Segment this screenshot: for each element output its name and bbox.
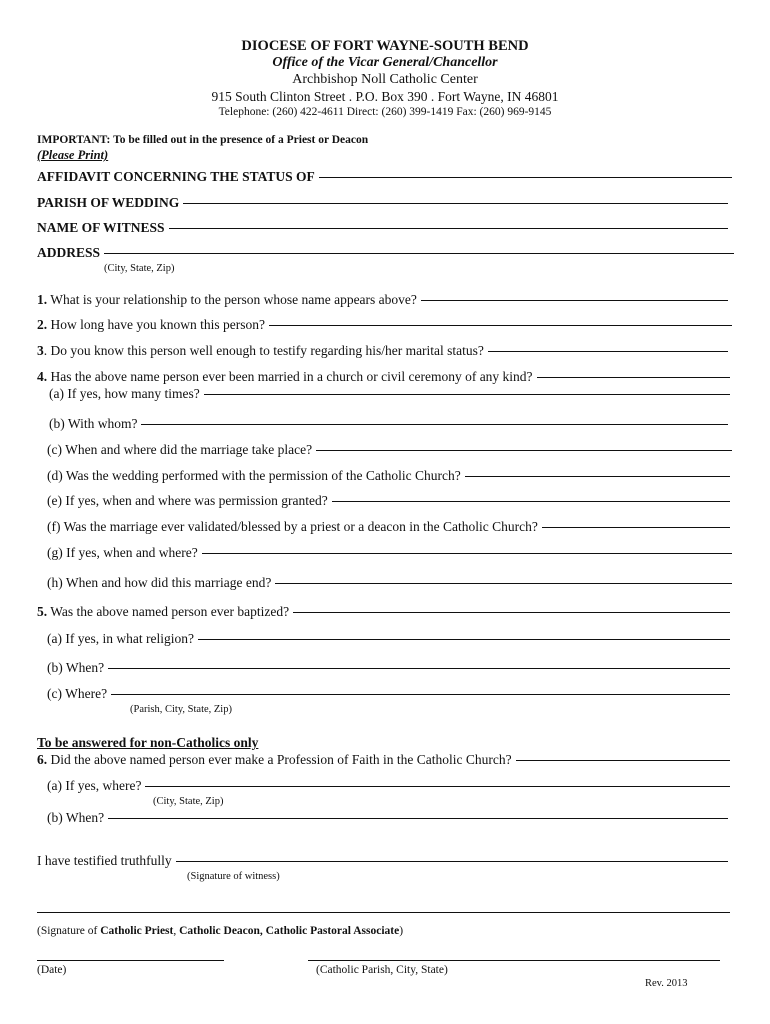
clergy-signature-hint — [37, 925, 403, 937]
q6-label: Did the above named person ever make a Profession of Faith in the Catholic Church? — [50, 752, 512, 767]
clergy-signature-line[interactable] — [37, 912, 730, 913]
sig-prefix: (Signature of — [37, 925, 101, 937]
date-hint: (Date) — [37, 964, 67, 976]
sig-priest: Catholic Priest — [100, 925, 174, 937]
q4g-label: (g) If yes, when and where? — [47, 545, 198, 560]
org-title: DIOCESE OF FORT WAYNE-SOUTH BEND — [241, 38, 529, 54]
parish-label: PARISH OF WEDDING — [37, 195, 180, 210]
important-text: To be filled out in the presence of a Priest or Deacon — [113, 134, 369, 146]
q5a-label: (a) If yes, in what religion? — [47, 631, 194, 646]
q5c-line[interactable] — [111, 694, 730, 695]
address-hint: (City, State, Zip) — [104, 263, 175, 274]
q6-number: 6. — [37, 752, 48, 767]
q4g-line[interactable] — [202, 553, 732, 554]
q2-number: 2. — [37, 317, 48, 332]
q3-label: . Do you know this person well enough to testify regarding his/her marital status? — [43, 343, 484, 358]
center-name: Archbishop Noll Catholic Center — [292, 72, 478, 87]
affidavit-line[interactable] — [319, 177, 732, 178]
q4c-label: (c) When and where did the marriage take place? — [47, 442, 313, 457]
witness-line[interactable] — [169, 228, 728, 229]
q3-field[interactable] — [37, 343, 728, 359]
q2-label: How long have you known this person? — [50, 317, 265, 332]
q4b-field[interactable] — [49, 416, 728, 432]
witness-signature-line[interactable] — [176, 861, 728, 862]
q6-line[interactable] — [516, 760, 730, 761]
q4h-field[interactable] — [47, 575, 732, 591]
q6-field[interactable] — [37, 752, 730, 768]
q5a-line[interactable] — [198, 639, 730, 640]
q4-label: Has the above name person ever been married in a church or civil ceremony of any kind? — [50, 369, 533, 384]
q6b-field[interactable] — [47, 810, 728, 826]
q4h-line[interactable] — [275, 583, 732, 584]
q3-number: 3 — [37, 343, 44, 358]
q5b-line[interactable] — [108, 668, 730, 669]
parish-field[interactable] — [37, 195, 728, 211]
q4-number: 4. — [37, 369, 48, 384]
q4-field[interactable] — [37, 369, 730, 385]
q5c-label: (c) Where? — [47, 686, 108, 701]
q4d-line[interactable] — [465, 476, 730, 477]
parish-signature-line[interactable] — [308, 960, 720, 961]
q5b-field[interactable] — [47, 660, 730, 676]
q4f-label: (f) Was the marriage ever validated/blessed by a priest or a deacon in the Catholic Church? — [47, 519, 538, 534]
address-field[interactable] — [37, 245, 734, 261]
sig-rest: Catholic Deacon, Catholic Pastoral Associate — [179, 925, 400, 937]
q4d-field[interactable] — [47, 468, 730, 484]
q5a-field[interactable] — [47, 631, 730, 647]
affidavit-field[interactable] — [37, 169, 732, 185]
sig-suffix: ) — [399, 925, 404, 937]
q6b-line[interactable] — [108, 818, 728, 819]
important-notice — [37, 134, 368, 146]
phone-numbers: Telephone: (260) 422-4611 Direct: (260) 399-1419 Fax: (260) 969-9145 — [218, 106, 552, 118]
q5b-label: (b) When? — [47, 660, 105, 675]
testified-field[interactable] — [37, 853, 728, 869]
q5-label: Was the above named person ever baptized? — [50, 604, 290, 619]
q4b-label: (b) With whom? — [49, 416, 138, 431]
witness-label: NAME OF WITNESS — [37, 220, 165, 235]
address-line[interactable] — [104, 253, 734, 254]
important-label: IMPORTANT: — [37, 134, 111, 146]
q4a-line[interactable] — [204, 394, 730, 395]
q4d-label: (d) Was the wedding performed with the permission of the Catholic Church? — [47, 468, 461, 483]
witness-field[interactable] — [37, 220, 728, 236]
q5-field[interactable] — [37, 604, 730, 620]
q4f-field[interactable] — [47, 519, 730, 535]
q5-number: 5. — [37, 604, 48, 619]
q5c-field[interactable] — [47, 686, 730, 702]
q4-line[interactable] — [537, 377, 730, 378]
q1-line[interactable] — [421, 300, 728, 301]
noncatholic-heading: To be answered for non-Catholics only — [37, 735, 259, 750]
sig-sep: , — [173, 925, 180, 937]
q6a-line[interactable] — [145, 786, 730, 787]
parish-line[interactable] — [183, 203, 728, 204]
testified-label: I have testified truthfully — [37, 853, 172, 868]
q2-line[interactable] — [269, 325, 732, 326]
q6b-label: (b) When? — [47, 810, 105, 825]
q1-number: 1. — [37, 292, 48, 307]
q4c-line[interactable] — [316, 450, 732, 451]
please-print: (Please Print) — [37, 148, 109, 162]
q4h-label: (h) When and how did this marriage end? — [47, 575, 272, 590]
q5c-hint: (Parish, City, State, Zip) — [130, 704, 232, 715]
q6a-label: (a) If yes, where? — [47, 778, 142, 793]
q4e-line[interactable] — [332, 501, 730, 502]
witness-signature-hint: (Signature of witness) — [187, 871, 280, 882]
q1-label: What is your relationship to the person whose name appears above? — [50, 292, 417, 307]
address-label: ADDRESS — [37, 245, 101, 260]
q6a-hint: (City, State, Zip) — [153, 796, 224, 807]
q4a-field[interactable] — [49, 386, 730, 402]
date-line[interactable] — [37, 960, 224, 961]
revision: Rev. 2013 — [645, 978, 688, 989]
q4e-label: (e) If yes, when and where was permission granted? — [47, 493, 328, 508]
q6a-field[interactable] — [47, 778, 730, 794]
q3-line[interactable] — [488, 351, 728, 352]
q5-line[interactable] — [293, 612, 730, 613]
q1-field[interactable] — [37, 292, 728, 308]
q4f-line[interactable] — [542, 527, 730, 528]
q4c-field[interactable] — [47, 442, 732, 458]
q4e-field[interactable] — [47, 493, 730, 509]
parish-signature-hint: (Catholic Parish, City, State) — [316, 964, 448, 976]
office-title: Office of the Vicar General/Chancellor — [272, 55, 498, 70]
affidavit-label: AFFIDAVIT CONCERNING THE STATUS OF — [37, 169, 315, 184]
mailing-address: 915 South Clinton Street . P.O. Box 390 . Fort Wayne, IN 46801 — [211, 89, 559, 104]
q4a-label: (a) If yes, how many times? — [49, 386, 200, 401]
q4g-field[interactable] — [47, 545, 732, 561]
q4b-line[interactable] — [141, 424, 728, 425]
q2-field[interactable] — [37, 317, 732, 333]
